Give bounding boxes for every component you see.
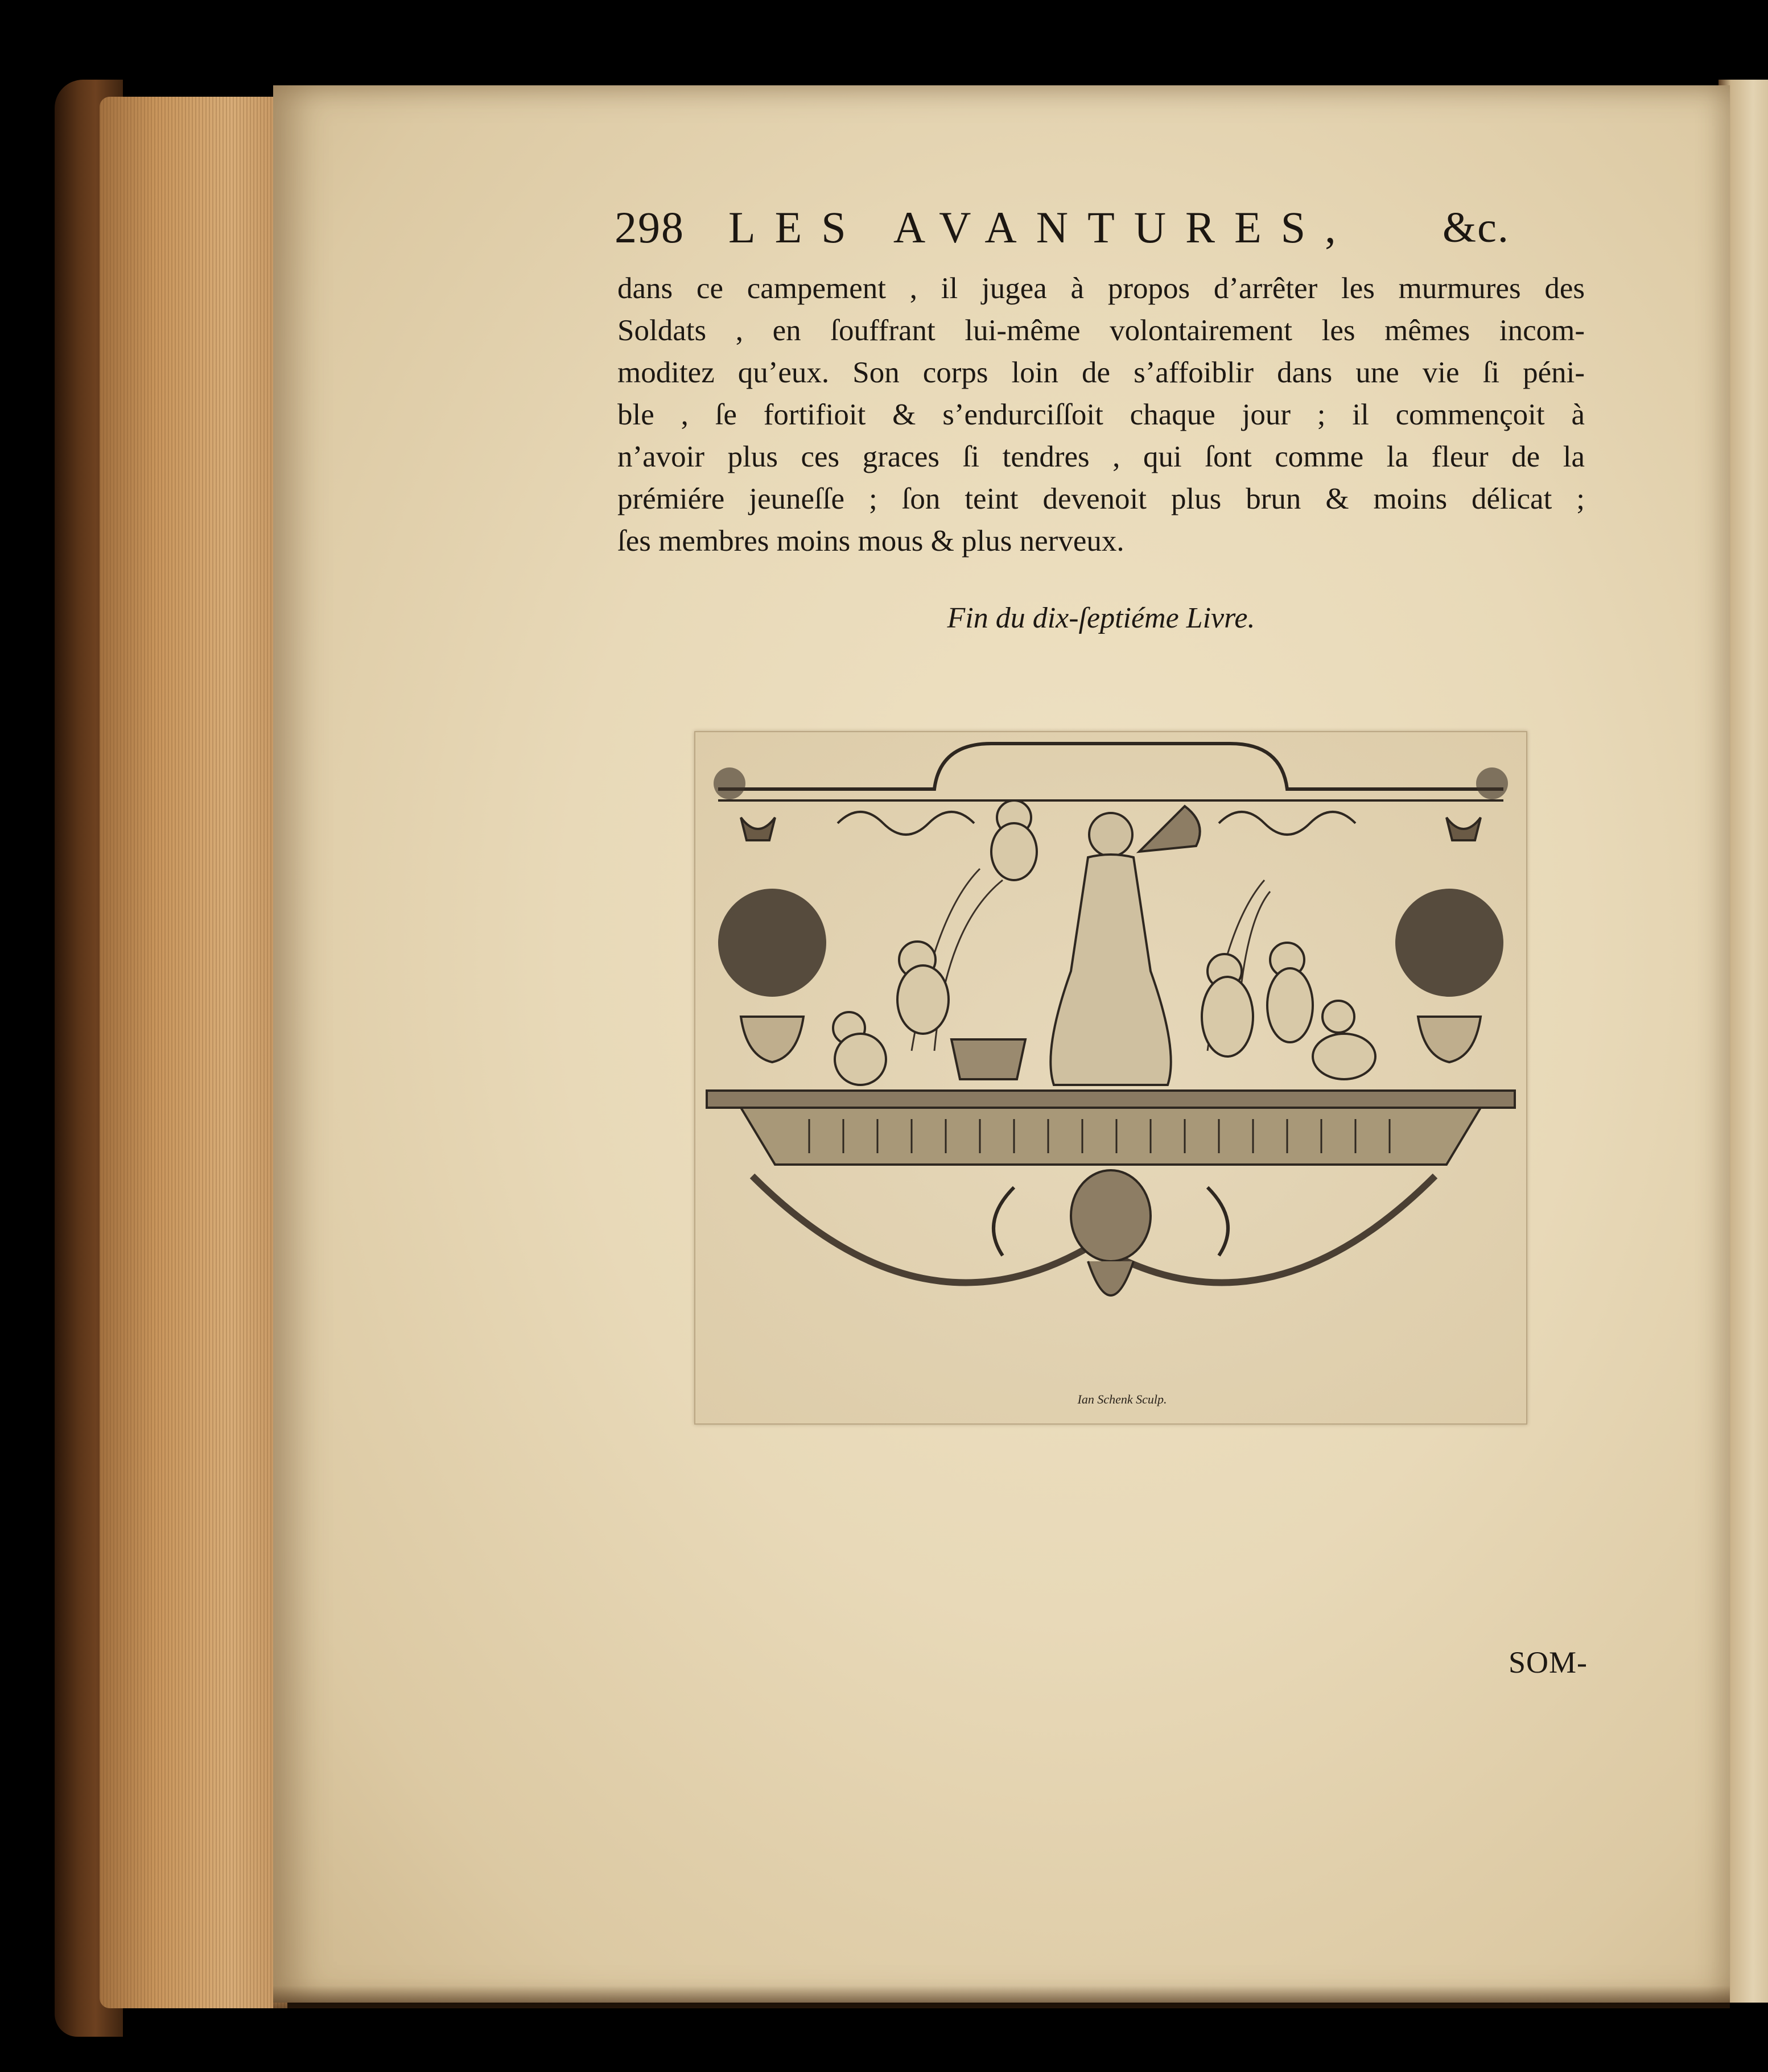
text-line: ſes membres moins mous & plus nerveux. (617, 525, 1124, 558)
running-head-etc: &c. (1443, 204, 1510, 251)
engraving-illustration (695, 732, 1526, 1423)
page-number: 298 (615, 203, 685, 252)
running-head-title: LES AVANTURES, (728, 203, 1355, 252)
chapter-end-colophon: Fin du dix-ſeptiéme Livre. (947, 602, 1255, 634)
body-text (617, 267, 1585, 562)
text-line: Soldats , en ſouffrant lui-même volontairement les mêmes incom- (617, 314, 1585, 347)
text-line: moditez qu’eux. Son corps loin de s’affoiblir dans une vie ſi péni- (617, 356, 1585, 389)
page-bottom-shadow (273, 1986, 1730, 2008)
text-line: dans ce campement , il jugea à propos d’arrêter les murmures des (617, 272, 1585, 305)
tailpiece-engraving (694, 731, 1527, 1425)
text-line: prémiére jeuneſſe ; ſon teint devenoit plus brun & moins délicat ; (617, 482, 1585, 515)
catchword: SOM- (1508, 1645, 1588, 1679)
text-line: n’avoir plus ces graces ſi tendres , qui ſont comme la fleur de la (617, 440, 1585, 473)
running-header (615, 196, 1582, 265)
page-edges (100, 97, 287, 2008)
text-line: ble , ſe fortifioit & s’endurciſſoit chaque jour ; il commençoit à (617, 398, 1585, 431)
engraver-signature: Ian Schenk Sculp. (1077, 1392, 1167, 1406)
